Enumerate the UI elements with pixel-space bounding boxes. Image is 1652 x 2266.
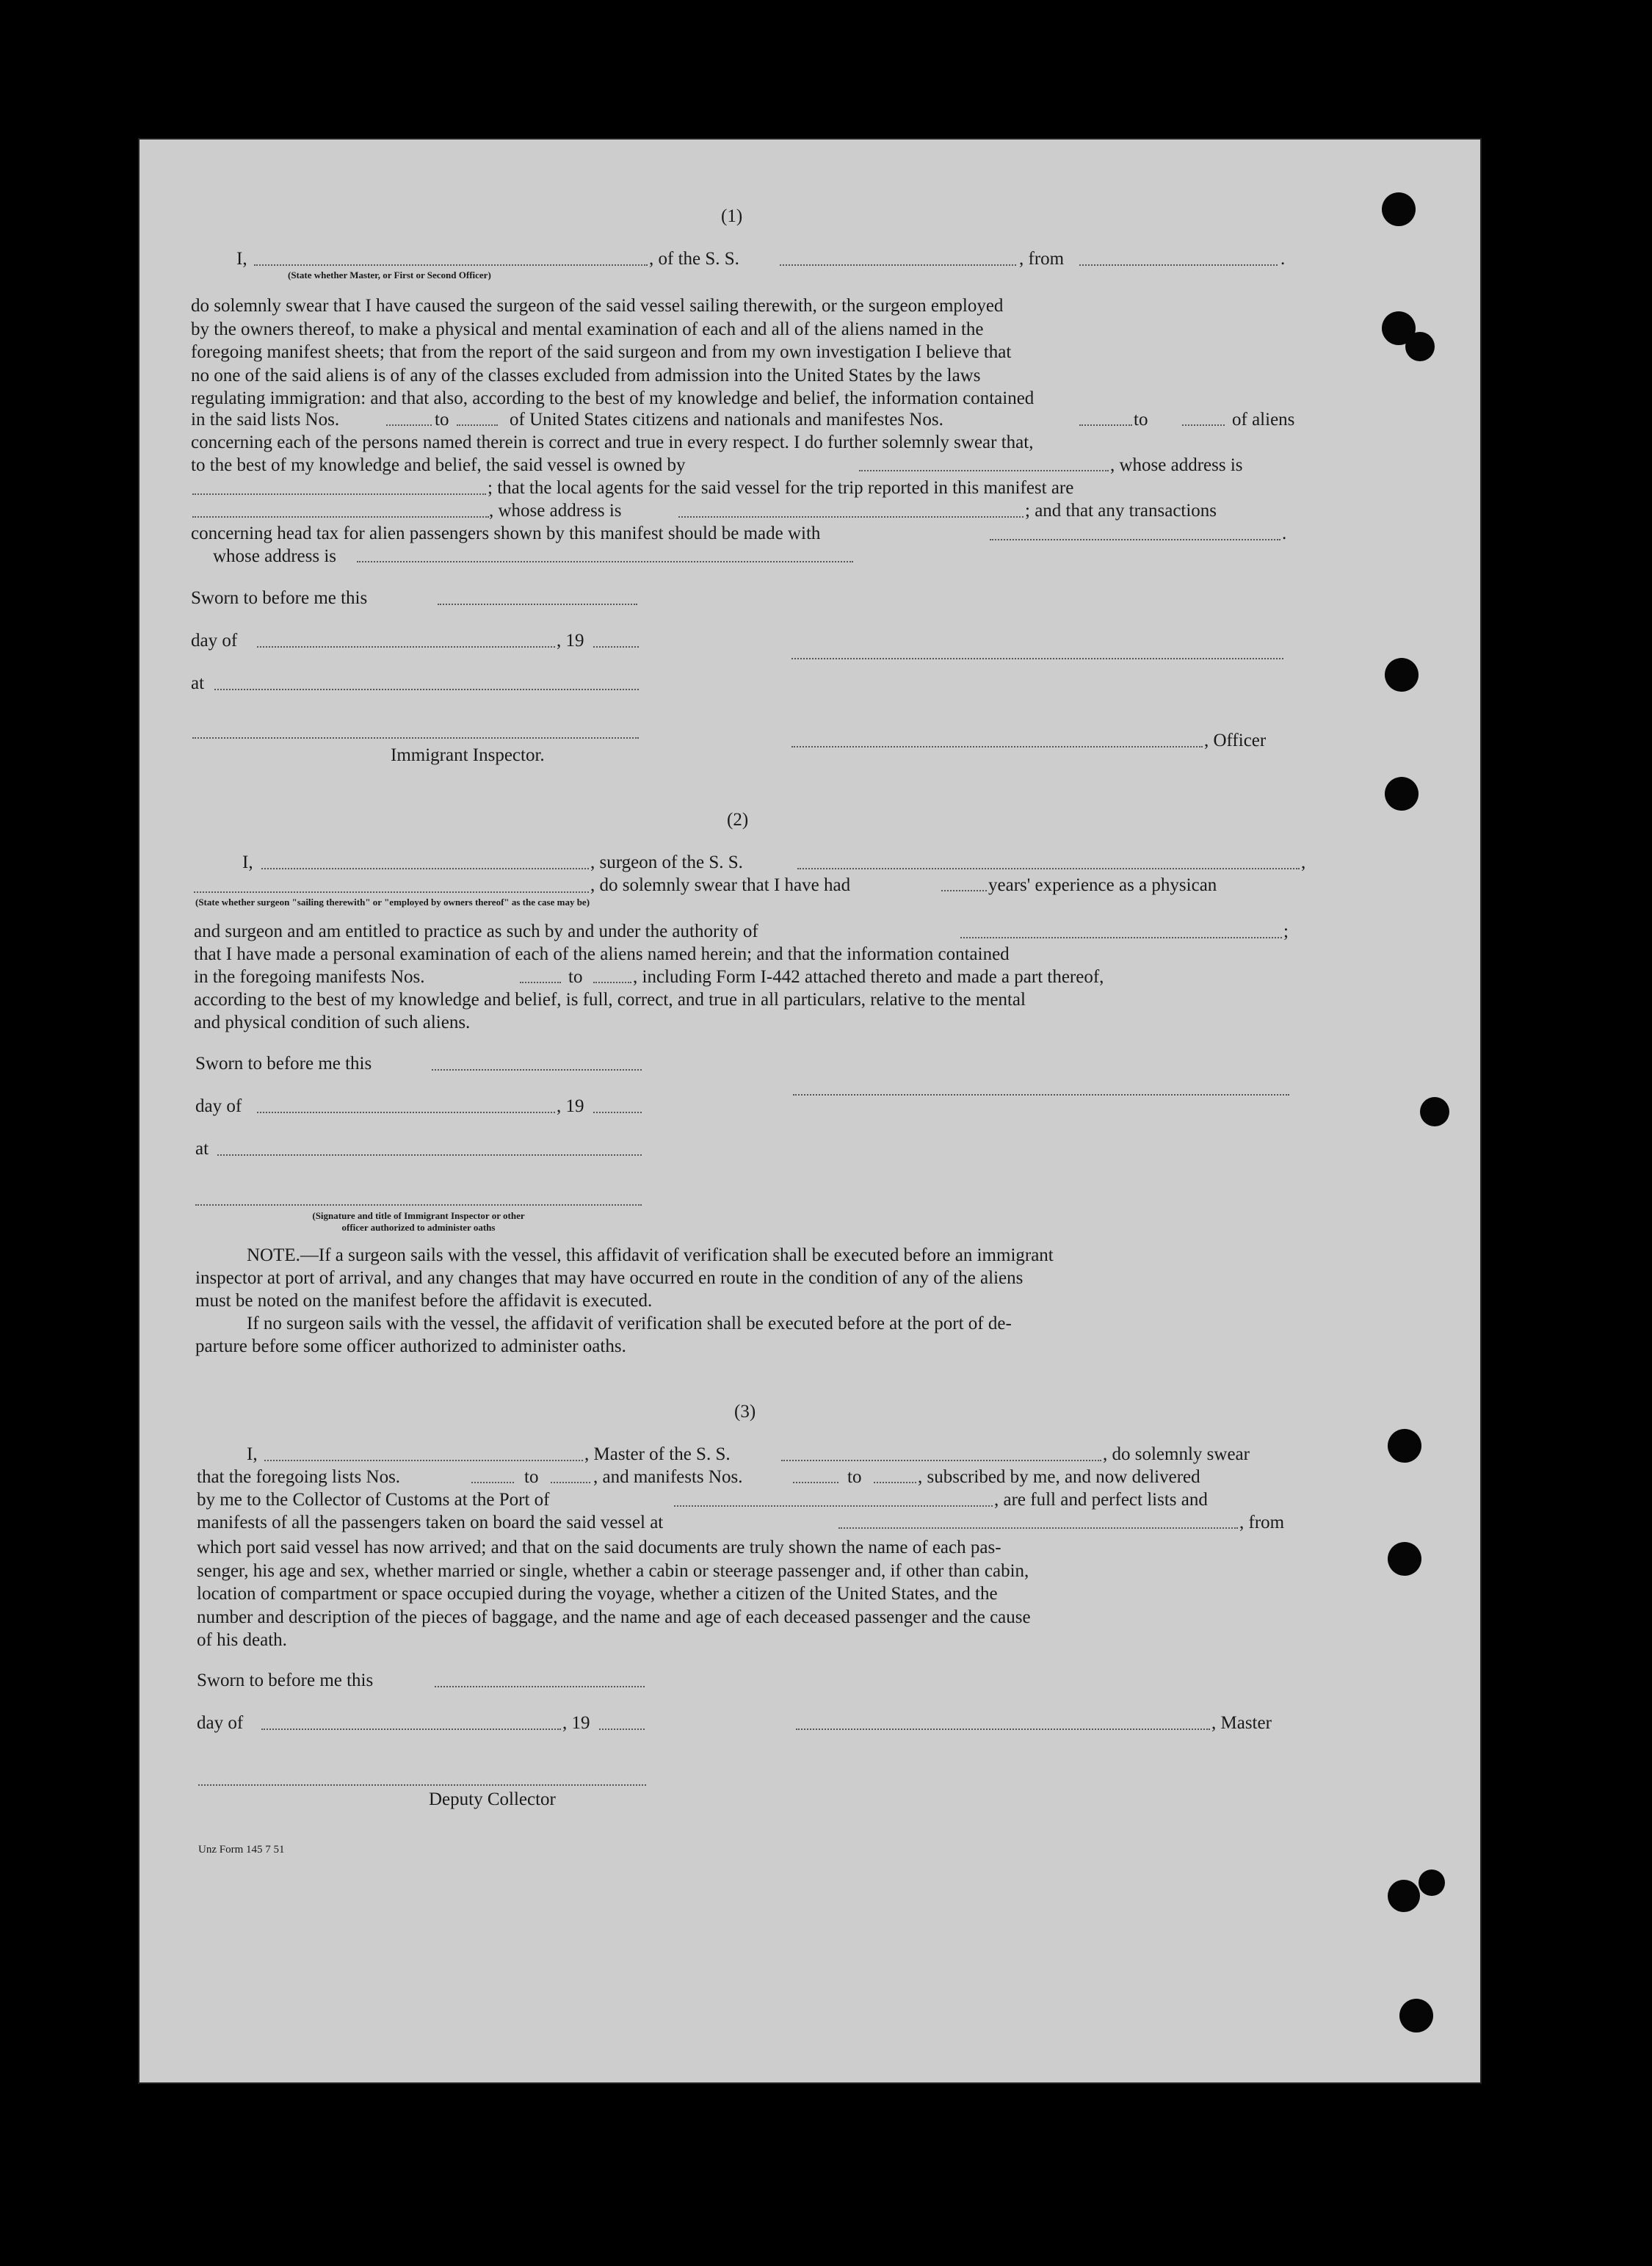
concerning-line: concerning each of the persons named therein is correct and true in every respect. I do further solemnly swear that, [191, 432, 1034, 452]
delivered-label: , subscribed by me, and now delivered [918, 1467, 1200, 1487]
day-of-field[interactable] [257, 1112, 555, 1113]
manifests-label: in the foregoing manifests Nos. [194, 967, 425, 987]
owner-field[interactable] [859, 470, 1109, 471]
punch-hole [1385, 777, 1419, 811]
section-3-number: (3) [734, 1402, 756, 1422]
body-line: do solemnly swear that I have caused the surgeon of the said vessel sailing therewith, or the surgeon employed [191, 296, 1004, 316]
whose-address-label: whose address is [213, 546, 337, 566]
sworn-field[interactable] [435, 1686, 645, 1687]
aliens-label: of aliens [1232, 410, 1295, 430]
sworn-label: Sworn to before me this [191, 588, 368, 608]
note-line: If no surgeon sails with the vessel, the affidavit of verification shall be executed before at the port of de- [247, 1314, 1012, 1333]
from-port-field[interactable] [1079, 264, 1278, 266]
at-field[interactable] [214, 689, 639, 690]
body-line: senger, his age and sex, whether married or single, whether a cabin or steerage passenger and, if other than cabin, [197, 1560, 1029, 1581]
punch-hole [1419, 1869, 1445, 1896]
surgeon-of-label: , surgeon of the S. S. [590, 853, 743, 872]
inspector-label: Immigrant Inspector. [391, 745, 545, 765]
form-reference: , including Form I-442 attached thereto and made a part thereof, [633, 967, 1104, 987]
authority-field[interactable] [960, 937, 1282, 938]
signature-caption-line: (Signature and title of Immigrant Inspector or other [312, 1210, 525, 1221]
note-line: NOTE.—If a surgeon sails with the vessel, this affidavit of verification shall be executed before an immigrant [247, 1245, 1054, 1265]
manifests-to-field[interactable] [593, 982, 631, 983]
officer-signature-line-1[interactable] [791, 658, 1283, 659]
section-3-i-label: I, [247, 1444, 258, 1464]
section-3-body [197, 1536, 1294, 1652]
day-of-label: day of [195, 1096, 242, 1116]
sworn-field[interactable] [438, 604, 637, 605]
master-of-label: , Master of the S. S. [584, 1444, 731, 1464]
note-line: must be noted on the manifest before the affidavit is executed. [195, 1291, 653, 1311]
belief-line: according to the best of my knowledge and belief, is full, correct, and true in all particulars, relative to the mental [194, 990, 1026, 1010]
collector-label: by me to the Collector of Customs at the Port of [197, 1490, 550, 1510]
manifests-from-field[interactable] [793, 1482, 838, 1483]
agent-address-field[interactable] [678, 516, 1024, 518]
at-label: at [191, 673, 205, 693]
head-tax-label: concerning head tax for alien passengers shown by this manifest should be made with [191, 524, 821, 543]
manifests-to-field[interactable] [1182, 424, 1225, 426]
punch-hole [1420, 1097, 1449, 1126]
head-tax-address-field[interactable] [357, 561, 853, 562]
master-vessel-field[interactable] [781, 1460, 1101, 1461]
agent-address-label: , whose address is [489, 501, 622, 521]
master-name-field[interactable] [264, 1460, 583, 1461]
officer-name-field[interactable] [254, 264, 648, 266]
physical-line: and physical condition of such aliens. [194, 1013, 471, 1032]
form-id: Unz Form 145 7 51 [198, 1844, 285, 1856]
lists-to-field[interactable] [551, 1482, 590, 1483]
owned-by-label: to the best of my knowledge and belief, the said vessel is owned by [191, 455, 686, 475]
punch-hole [1385, 658, 1419, 692]
port-field[interactable] [674, 1505, 993, 1507]
manifest-affidavit-page [138, 138, 1482, 2084]
day-of-field[interactable] [257, 646, 555, 648]
head-tax-field[interactable] [990, 539, 1280, 540]
year-field[interactable] [593, 646, 639, 648]
from-label: , from [1239, 1513, 1285, 1532]
note-line: inspector at port of arrival, and any changes that may have occurred en route in the condition of any of the aliens [195, 1268, 1024, 1288]
lists-label: that the foregoing lists Nos. [197, 1467, 401, 1487]
officer-instruction: (State whether Master, or First or Second Officer) [288, 269, 491, 280]
body-line: of his death. [197, 1630, 287, 1650]
swear-label: , do solemnly swear [1103, 1444, 1250, 1464]
lists-label: in the said lists Nos. [191, 410, 340, 430]
officer-signature-field[interactable] [791, 746, 1203, 748]
year-label: , 19 [557, 631, 584, 651]
surgeon-status-field[interactable] [194, 891, 589, 893]
body-line: by the owners thereof, to make a physical and mental examination of each and all of the aliens named in the [191, 319, 984, 339]
citizens-label: of United States citizens and nationals and manifestes Nos. [510, 410, 943, 430]
punch-hole [1388, 1880, 1420, 1912]
section-1-i-label: I, [236, 249, 247, 269]
section-1-number: (1) [721, 206, 743, 226]
lists-to-field[interactable] [457, 424, 498, 426]
of-ss-label: , of the S. S. [649, 249, 739, 269]
sworn-field[interactable] [432, 1069, 642, 1071]
punch-hole [1388, 1429, 1421, 1463]
vessel-name-field[interactable] [780, 264, 1016, 266]
from-label: , from [1019, 249, 1065, 269]
day-of-label: day of [191, 631, 238, 651]
year-label: , 19 [562, 1713, 590, 1733]
surgeon-vessel-field[interactable] [797, 868, 1300, 869]
owner-address-field[interactable] [192, 493, 486, 495]
punch-hole [1405, 332, 1435, 361]
day-of-label: day of [197, 1713, 244, 1733]
swear-label: , do solemnly swear that I have had [590, 875, 851, 895]
at-label: at [195, 1139, 209, 1159]
sworn-label: Sworn to before me this [195, 1054, 372, 1074]
manifests-label: , and manifests Nos. [593, 1467, 743, 1487]
agents-label: ; that the local agents for the said vessel for the trip reported in this manifest are [488, 478, 1074, 498]
experience-label: years' experience as a physican [988, 875, 1217, 895]
surgeon-signature-field[interactable] [793, 1094, 1289, 1096]
note-line: parture before some officer authorized to administer oaths. [195, 1336, 626, 1356]
boarding-port-field[interactable] [838, 1527, 1238, 1529]
body-line: foregoing manifest sheets; that from the report of the said surgeon and from my own investigation I believe that [191, 342, 1012, 362]
surgeon-instruction: (State whether surgeon "sailing therewith" or "employed by owners thereof" as the case may be) [195, 897, 590, 908]
punch-hole [1399, 1999, 1433, 2032]
period: . [1280, 249, 1286, 269]
inspector-signature-field[interactable] [195, 1204, 642, 1206]
manifests-to-field[interactable] [874, 1482, 916, 1483]
to-label: to [435, 410, 449, 430]
body-line: location of compartment or space occupied during the voyage, whether a citizen of the United States, and the [197, 1584, 998, 1604]
to-label: to [847, 1467, 862, 1487]
transactions-label: ; and that any transactions [1025, 501, 1217, 521]
master-signature-field[interactable] [796, 1729, 1210, 1730]
period: . [1282, 524, 1287, 543]
to-label: to [1134, 410, 1148, 430]
at-field[interactable] [217, 1154, 642, 1156]
year-label: , 19 [557, 1096, 584, 1116]
surgeon-name-field[interactable] [261, 868, 589, 869]
punch-hole [1382, 192, 1416, 226]
sworn-label: Sworn to before me this [197, 1670, 374, 1690]
lists-from-field[interactable] [386, 424, 432, 426]
to-label: to [568, 967, 583, 987]
body-line: number and description of the pieces of baggage, and the name and age of each deceased passenger and the cause [197, 1607, 1031, 1627]
manifests-line-label: manifests of all the passengers taken on board the said vessel at [197, 1513, 664, 1532]
section-2-number: (2) [727, 810, 749, 830]
agents-field[interactable] [192, 516, 489, 518]
punch-hole [1388, 1542, 1421, 1576]
perfect-lists-label: , are full and perfect lists and [994, 1490, 1208, 1510]
body-line: no one of the said aliens is of any of the classes excluded from admission into the United States by the laws [191, 365, 981, 385]
day-of-field[interactable] [261, 1729, 561, 1730]
manifests-from-field[interactable] [1079, 424, 1132, 426]
to-label: to [524, 1467, 539, 1487]
section-2-i-label: I, [242, 853, 253, 872]
year-field[interactable] [599, 1729, 645, 1730]
year-field[interactable] [593, 1112, 642, 1113]
semicolon: ; [1283, 922, 1289, 941]
section-1-body [191, 294, 1288, 410]
authority-label: and surgeon and am entitled to practice as such by and under the authority of [194, 922, 758, 941]
manifests-from-field[interactable] [520, 982, 561, 983]
years-field[interactable] [941, 890, 987, 891]
body-line: which port said vessel has now arrived; and that on the said documents are truly shown the name of each pas- [197, 1538, 1001, 1557]
lists-from-field[interactable] [471, 1482, 514, 1483]
master-label: , Master [1211, 1713, 1272, 1733]
comma: , [1301, 853, 1306, 872]
inspector-signature-field[interactable] [192, 737, 639, 739]
signature-caption [250, 1210, 587, 1234]
owner-address-label: , whose address is [1110, 455, 1243, 475]
body-line: regulating immigration: and that also, according to the best of my knowledge and belief, the information contained [191, 388, 1035, 408]
deputy-signature-field[interactable] [198, 1784, 646, 1786]
officer-label: , Officer [1204, 731, 1267, 750]
deputy-collector-label: Deputy Collector [429, 1789, 556, 1809]
exam-line: that I have made a personal examination of each of the aliens named herein; and that the information contained [194, 944, 1010, 964]
signature-caption-line: officer authorized to administer oaths [341, 1222, 496, 1233]
